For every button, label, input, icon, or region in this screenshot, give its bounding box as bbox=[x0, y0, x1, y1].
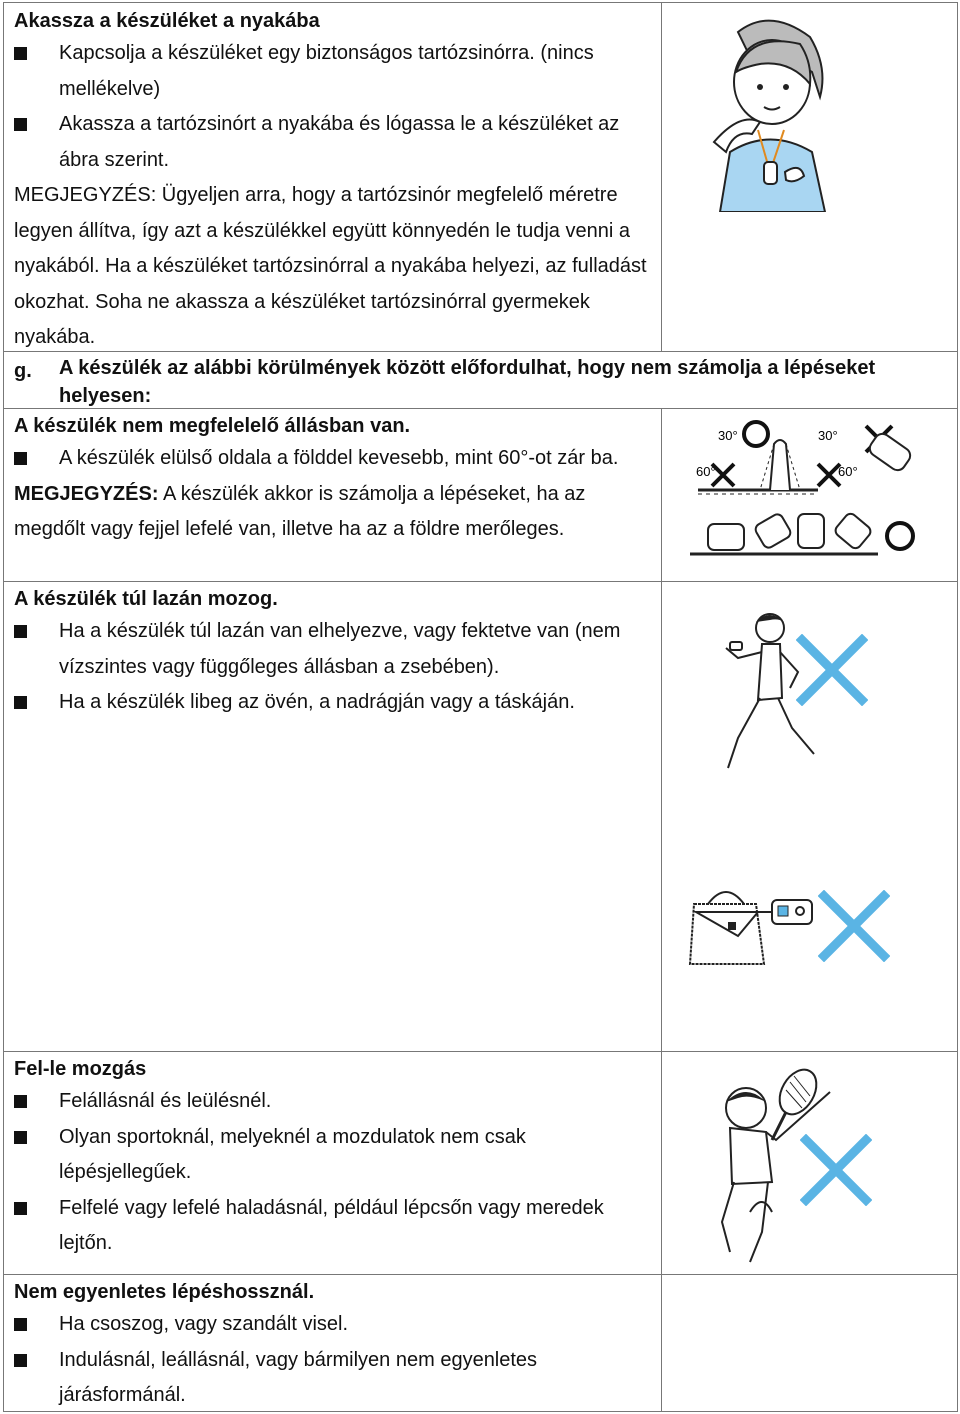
list-number: g. bbox=[14, 360, 32, 382]
cross-icon bbox=[818, 890, 890, 962]
section-neck bbox=[14, 6, 654, 356]
bullet-item: Felfelé vagy lefelé haladásnál, például lépcsőn vagy meredek lejtőn. bbox=[14, 1191, 654, 1262]
person-lanyard-illustration bbox=[700, 12, 840, 212]
section-heading: A készülék túl lazán mozog. bbox=[14, 588, 278, 610]
section-updown bbox=[14, 1054, 654, 1262]
bullet-item: Indulásnál, leállásnál, vagy bármilyen nem egyenletes járásformánál. bbox=[14, 1343, 654, 1414]
row-divider bbox=[3, 1274, 958, 1275]
section-heading: Akassza a készüléket a nyakába bbox=[14, 10, 320, 32]
column-divider bbox=[661, 2, 662, 351]
section-stride bbox=[14, 1277, 654, 1414]
section-loose bbox=[14, 584, 654, 721]
bag-device-illustration bbox=[688, 884, 818, 968]
angle-label: 60° bbox=[696, 464, 716, 479]
section-heading: Nem egyenletes lépéshossznál. bbox=[14, 1281, 315, 1303]
angle-label: 30° bbox=[818, 428, 838, 443]
row-divider bbox=[3, 1051, 958, 1052]
bullet-item: Akassza a tartózsinórt a nyakába és lógassa le a készüléket az ábra szerint. bbox=[14, 107, 654, 178]
bullet-item: Ha csoszog, vagy szandált visel. bbox=[14, 1307, 654, 1343]
device-angle-diagram bbox=[688, 414, 923, 564]
column-divider bbox=[661, 408, 662, 1412]
angle-label: 60° bbox=[838, 464, 858, 479]
note-text: MEGJEGYZÉS: Ügyeljen arra, hogy a tartózsinór megfelelő méretre legyen állítva, így azt a készülékkel együtt könnyedén le tudja venni a nyakából. Ha a készüléket tartózsinórral a nyakába helyezi, az fulladást okozhat. Soha ne akassza a készüléket tartózsinórral gyermekek nyakába. bbox=[14, 184, 647, 348]
section-heading: Fel-le mozgás bbox=[14, 1058, 147, 1080]
note-text bbox=[14, 477, 654, 548]
bullet-item: Olyan sportoknál, melyeknél a mozdulatok nem csak lépésjellegűek. bbox=[14, 1120, 654, 1191]
bullet-item: Ha a készülék túl lazán van elhelyezve, vagy fektetve van (nem vízszintes vagy függőleges állásban a zsebében). bbox=[14, 614, 654, 685]
bullet-item: A készülék elülső oldala a földdel kevesebb, mint 60°-ot zár ba. bbox=[14, 441, 654, 477]
note-label: MEGJEGYZÉS: bbox=[14, 482, 159, 505]
section-heading: A készülék nem megfelelelő állásban van. bbox=[14, 415, 411, 437]
section-heading: A készülék az alábbi körülmények között előfordulhat, hogy nem számolja a lépéseket helyesen: bbox=[59, 357, 876, 407]
bullet-item: Kapcsolja a készüléket egy biztonságos tartózsinórra. (nincs mellékelve) bbox=[14, 36, 654, 107]
bullet-item: Ha a készülék libeg az övén, a nadrágján vagy a táskáján. bbox=[14, 685, 654, 721]
cross-icon bbox=[800, 1134, 872, 1206]
angle-label: 30° bbox=[718, 428, 738, 443]
section-g bbox=[14, 354, 934, 410]
cross-icon bbox=[796, 634, 868, 706]
section-position bbox=[14, 411, 654, 548]
bullet-item: Felállásnál és leülésnél. bbox=[14, 1084, 654, 1120]
row-divider bbox=[3, 581, 958, 582]
note-body: A készülék akkor is számolja a lépéseket, ha az megdőlt vagy fejjel lefelé van, illetve ha az a földre merőleges. bbox=[14, 482, 586, 540]
